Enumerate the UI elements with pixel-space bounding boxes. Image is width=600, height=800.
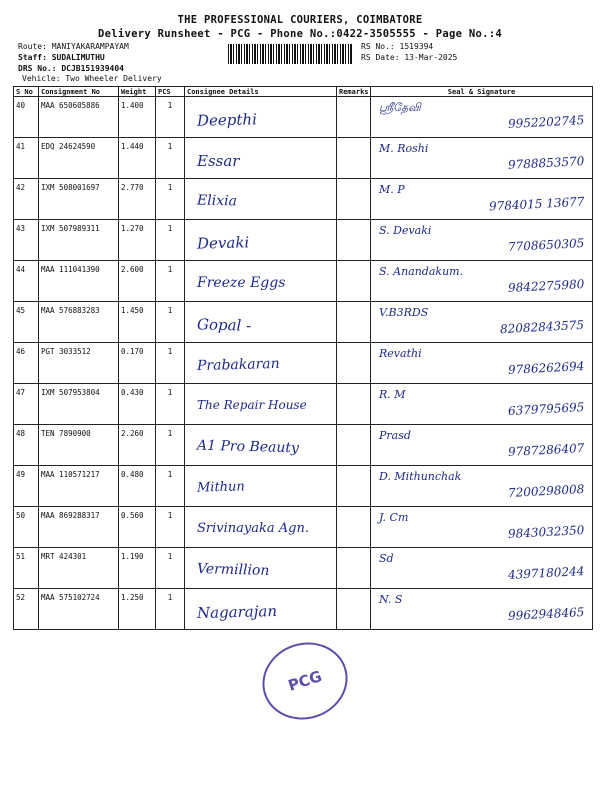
row-remarks [337, 220, 371, 261]
company-title: THE PROFESSIONAL COURIERS, COIMBATORE [177, 14, 423, 26]
row-pcs: 1 [156, 138, 185, 179]
route-text: Route: MANIYAKARAMPAYAM [18, 42, 129, 51]
signature-phone: 9788853570 [507, 154, 585, 172]
row-remarks [337, 97, 371, 138]
signature-handwriting: S. Devaki [379, 224, 432, 237]
vehicle-text: Vehicle: Two Wheeler Delivery [22, 74, 162, 83]
row-consignee-cell [185, 261, 337, 302]
signature-phone: 9842275980 [507, 277, 585, 295]
rs-date: RS Date: 13-Mar-2025 [361, 53, 458, 62]
consignee-handwriting: A1 Pro Beauty [196, 437, 300, 457]
row-sno: 46 [14, 343, 39, 384]
table-row [14, 179, 593, 220]
row-consignee-cell [185, 220, 337, 261]
signature-phone: 82082843575 [499, 317, 585, 337]
row-signature-cell [371, 302, 593, 343]
row-signature-cell [371, 466, 593, 507]
consignee-handwriting: The Repair House [197, 398, 307, 412]
row-weight: 1.270 [119, 220, 156, 261]
row-weight: 1.440 [119, 138, 156, 179]
row-signature-cell [371, 343, 593, 384]
consignee-handwriting: Essar [197, 152, 240, 170]
row-weight: 2.770 [119, 179, 156, 220]
row-remarks [337, 261, 371, 302]
table-row [14, 97, 593, 138]
row-sno: 52 [14, 589, 39, 630]
row-remarks [337, 302, 371, 343]
row-consignment-no: MAA 576883283 [39, 302, 119, 343]
consignee-handwriting: Elixia [196, 192, 238, 210]
row-consignment-no: MAA 110571217 [39, 466, 119, 507]
row-consignee-cell [185, 384, 337, 425]
row-signature-cell [371, 220, 593, 261]
row-weight: 0.430 [119, 384, 156, 425]
row-consignment-no: IXM 507989311 [39, 220, 119, 261]
row-pcs: 1 [156, 220, 185, 261]
signature-handwriting: M. Roshi [379, 142, 429, 155]
row-sno: 42 [14, 179, 39, 220]
row-remarks [337, 589, 371, 630]
signature-phone: 9952202745 [507, 113, 585, 131]
row-weight: 1.400 [119, 97, 156, 138]
row-pcs: 1 [156, 97, 185, 138]
table-header-row [14, 87, 593, 97]
runsheet-table [13, 86, 593, 630]
table-row [14, 589, 593, 630]
consignee-handwriting: Freeze Eggs [197, 275, 286, 291]
pcg-stamp [252, 632, 357, 731]
row-consignment-no: MRT 424301 [39, 548, 119, 589]
row-consignee-cell [185, 343, 337, 384]
row-sno: 48 [14, 425, 39, 466]
signature-handwriting: M. P [379, 183, 405, 196]
table-row [14, 384, 593, 425]
row-remarks [337, 179, 371, 220]
col-weight-header: Weight [119, 87, 156, 97]
row-consignee-cell [185, 507, 337, 548]
row-pcs: 1 [156, 384, 185, 425]
row-signature-cell [371, 97, 593, 138]
row-pcs: 1 [156, 425, 185, 466]
row-signature-cell [371, 179, 593, 220]
row-consignee-cell [185, 138, 337, 179]
row-sno: 41 [14, 138, 39, 179]
row-consignment-no: PGT 3033512 [39, 343, 119, 384]
row-signature-cell [371, 261, 593, 302]
consignee-handwriting: Gopal - [196, 315, 252, 335]
row-pcs: 1 [156, 589, 185, 630]
stamp-text: PCG [285, 667, 325, 695]
row-weight: 0.480 [119, 466, 156, 507]
signature-handwriting: Prasd [379, 429, 411, 442]
row-remarks [337, 384, 371, 425]
row-consignee-cell [185, 302, 337, 343]
row-consignee-cell [185, 548, 337, 589]
signature-phone: 7708650305 [507, 236, 585, 254]
signature-handwriting: S. Anandakum. [379, 265, 464, 278]
row-sno: 44 [14, 261, 39, 302]
row-consignee-cell [185, 179, 337, 220]
row-weight: 0.560 [119, 507, 156, 548]
row-consignee-cell [185, 466, 337, 507]
row-sno: 47 [14, 384, 39, 425]
row-weight: 1.250 [119, 589, 156, 630]
table-row [14, 425, 593, 466]
table-row [14, 138, 593, 179]
row-sno: 45 [14, 302, 39, 343]
row-signature-cell [371, 425, 593, 466]
table-row [14, 466, 593, 507]
row-consignment-no: IXM 508001697 [39, 179, 119, 220]
row-sno: 43 [14, 220, 39, 261]
table-row [14, 302, 593, 343]
signature-handwriting: Sd [379, 552, 394, 565]
row-remarks [337, 548, 371, 589]
row-pcs: 1 [156, 548, 185, 589]
row-pcs: 1 [156, 261, 185, 302]
signature-handwriting: ஸ்ரீதேவி [379, 101, 421, 114]
row-consignment-no: TEN 7890900 [39, 425, 119, 466]
row-weight: 1.450 [119, 302, 156, 343]
row-sno: 49 [14, 466, 39, 507]
row-consignment-no: MAA 111041390 [39, 261, 119, 302]
row-consignee-cell [185, 425, 337, 466]
row-weight: 1.190 [119, 548, 156, 589]
col-signature-header: Seal & Signature [371, 87, 593, 97]
row-weight: 2.600 [119, 261, 156, 302]
row-signature-cell [371, 589, 593, 630]
signature-handwriting: N. S [379, 593, 403, 606]
col-consignee-header: Consignee Details [185, 87, 337, 97]
table-row [14, 220, 593, 261]
signature-phone: 9843032350 [507, 523, 585, 541]
table-row [14, 507, 593, 548]
signature-handwriting: R. M [379, 388, 406, 401]
signature-phone: 4397180244 [507, 564, 585, 582]
signature-handwriting: J. Cm [379, 511, 409, 524]
signature-handwriting: D. Mithunchak [379, 470, 462, 483]
signature-handwriting: Revathi [379, 347, 422, 360]
row-remarks [337, 138, 371, 179]
row-sno: 50 [14, 507, 39, 548]
table-row [14, 261, 593, 302]
consignee-handwriting: Vermillion [196, 561, 270, 579]
signature-phone: 9962948465 [507, 605, 585, 623]
row-signature-cell [371, 548, 593, 589]
row-remarks [337, 507, 371, 548]
row-consignment-no: MAA 650605886 [39, 97, 119, 138]
row-sno: 51 [14, 548, 39, 589]
row-signature-cell [371, 507, 593, 548]
signature-phone: 6379795695 [507, 400, 585, 418]
row-pcs: 1 [156, 179, 185, 220]
row-pcs: 1 [156, 507, 185, 548]
row-remarks [337, 343, 371, 384]
signature-phone: 9786262694 [507, 359, 585, 377]
col-consignment-header: Consignment No [39, 87, 119, 97]
row-remarks [337, 466, 371, 507]
consignee-handwriting: Prabakaran [196, 355, 280, 375]
table-row [14, 548, 593, 589]
rs-number: RS No.: 1519394 [361, 42, 434, 51]
row-pcs: 1 [156, 466, 185, 507]
consignee-handwriting: Nagarajan [196, 601, 278, 623]
row-remarks [337, 425, 371, 466]
row-signature-cell [371, 384, 593, 425]
row-weight: 2.260 [119, 425, 156, 466]
table-row [14, 343, 593, 384]
row-sno: 40 [14, 97, 39, 138]
staff-text: Staff: SUDALIMUTHU [18, 53, 105, 62]
row-consignee-cell [185, 97, 337, 138]
barcode [228, 44, 353, 64]
consignee-handwriting: Srivinayaka Agn. [197, 521, 309, 536]
drs-number: DRS No.: DCJB151939404 [18, 64, 124, 73]
row-consignee-cell [185, 589, 337, 630]
row-consignment-no: IXM 507953804 [39, 384, 119, 425]
col-remarks-header: Remarks [337, 87, 371, 97]
runsheet-subtitle: Delivery Runsheet - PCG - Phone No.:0422-3505555 - Page No.:4 [98, 28, 502, 40]
row-consignment-no: MAA 575102724 [39, 589, 119, 630]
signature-phone: 9784015 13677 [488, 194, 585, 214]
col-sno-header: S No [14, 87, 39, 97]
consignee-handwriting: Devaki [196, 233, 250, 253]
signature-phone: 7200298008 [507, 482, 585, 500]
row-signature-cell [371, 138, 593, 179]
row-weight: 0.170 [119, 343, 156, 384]
row-consignment-no: MAA 869288317 [39, 507, 119, 548]
row-consignment-no: EDQ 24624590 [39, 138, 119, 179]
consignee-handwriting: Deepthi [196, 110, 258, 130]
consignee-handwriting: Mithun [196, 479, 246, 496]
row-pcs: 1 [156, 302, 185, 343]
signature-phone: 9787286407 [507, 441, 585, 459]
row-pcs: 1 [156, 343, 185, 384]
signature-handwriting: V.B3RDS [379, 306, 429, 319]
col-pcs-header: PCS [156, 87, 185, 97]
